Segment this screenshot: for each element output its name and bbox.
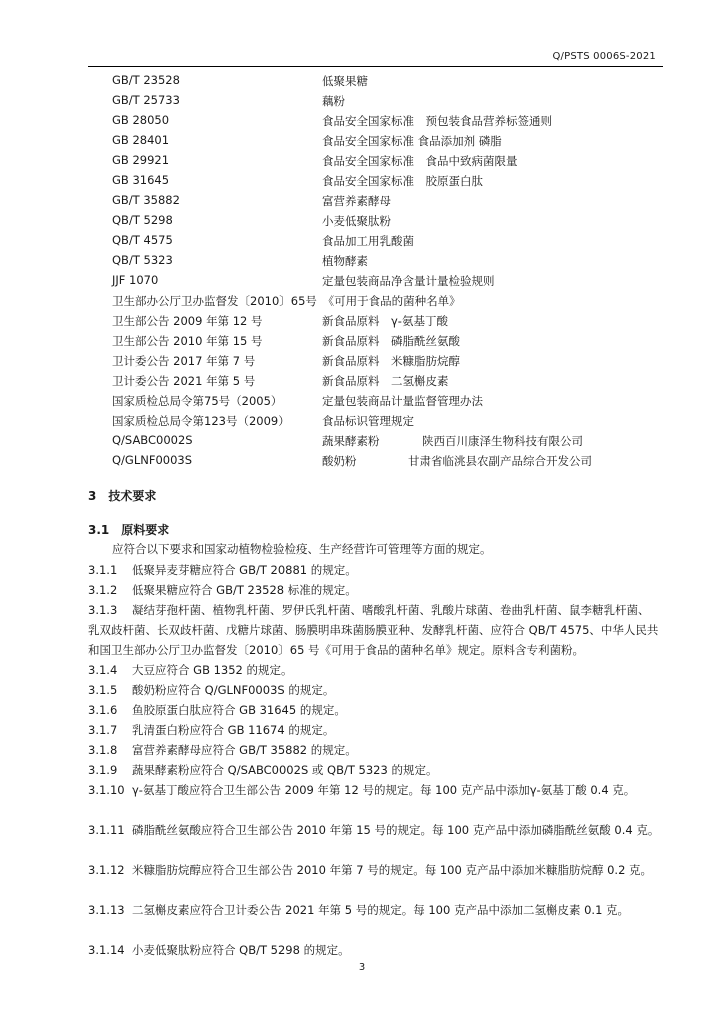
requirement-item: [88, 560, 660, 580]
ref-code: QB/T 5323: [112, 253, 173, 267]
ref-code: 卫计委公告 2021 年第 5 号: [112, 374, 256, 388]
requirement-item: [88, 600, 660, 660]
ref-desc: 食品安全国家标准 食品中致病菌限量: [322, 154, 518, 168]
item-text: 低聚异麦芽糖应符合 GB/T 20881 的规定。: [132, 563, 357, 577]
ref-wide-entry: 卫生部办公厅卫办监督发〔2010〕65号 《可用于食品的菌种名单》: [112, 294, 461, 308]
ref-desc: 食品加工用乳酸菌: [322, 234, 414, 248]
item-number: 3.1.12: [88, 863, 125, 877]
ref-desc: 藕粉: [322, 94, 345, 108]
item-text: 蔬果酵素粉应符合 Q/SABC0002S 或 QB/T 5323 的规定。: [132, 763, 438, 777]
item-text: 小麦低聚肽粉应符合 QB/T 5298 的规定。: [132, 943, 350, 957]
ref-desc: 酸奶粉: [322, 454, 357, 468]
ref-desc: 定量包装商品计量监督管理办法: [322, 394, 483, 408]
item-number: 3.1.5: [88, 683, 118, 697]
header-rule: [88, 66, 663, 67]
ref-desc: 蔬果酵素粉: [322, 434, 380, 448]
item-text: 磷脂酰丝氨酸应符合卫生部公告 2010 年第 15 号的规定。每 100 克产品中添加磷脂酰丝氨酸 0.4 克。: [132, 823, 660, 837]
requirement-item: [88, 720, 660, 740]
item-text: 米糠脂肪烷醇应符合卫生部公告 2010 年第 7 号的规定。每 100 克产品中添加米糠脂肪烷醇 0.2 克。: [132, 863, 653, 877]
item-number: 3.1.9: [88, 763, 118, 777]
requirement-item: [88, 660, 660, 680]
ref-code: 国家质检总局令第75号（2005）: [112, 394, 283, 408]
ref-code: GB 31645: [112, 173, 170, 187]
ref-code: Q/SABC0002S: [112, 433, 193, 447]
ref-desc: 食品安全国家标准 胶原蛋白肽: [322, 174, 483, 188]
ref-code: QB/T 4575: [112, 233, 173, 247]
ref-code: 卫生部公告 2009 年第 12 号: [112, 314, 263, 328]
item-text: 二氢槲皮素应符合卫计委公告 2021 年第 5 号的规定。每 100 克产品中添加二氢槲皮素 0.1 克。: [132, 903, 630, 917]
item-number: 3.1.11: [88, 823, 125, 837]
ref-code: GB 28401: [112, 133, 170, 147]
item-text: 酸奶粉应符合 Q/GLNF0003S 的规定。: [132, 683, 335, 697]
ref-code: JJF 1070: [112, 273, 159, 287]
ref-desc: 食品安全国家标准 预包装食品营养标签通则: [322, 114, 552, 128]
ref-desc: 小麦低聚肽粉: [322, 214, 391, 228]
ref-desc: 定量包装商品净含量计量检验规则: [322, 274, 495, 288]
item-number: 3.1.2: [88, 583, 118, 597]
ref-code: 卫生部公告 2010 年第 15 号: [112, 334, 263, 348]
ref-desc: 食品标识管理规定: [322, 414, 414, 428]
item-text: 低聚果糖应符合 GB/T 23528 标准的规定。: [132, 583, 357, 597]
ref-desc: 食品安全国家标准 食品添加剂 磷脂: [322, 134, 502, 148]
requirement-item: [88, 820, 660, 840]
item-number: 3.1.14: [88, 943, 125, 957]
requirement-item: [88, 760, 660, 780]
ref-desc: 植物酵素: [322, 254, 368, 268]
ref-code: 卫计委公告 2017 年第 7 号: [112, 354, 256, 368]
item-text: 乳清蛋白粉应符合 GB 11674 的规定。: [132, 723, 335, 737]
item-text: γ-氨基丁酸应符合卫生部公告 2009 年第 12 号的规定。每 100 克产品中添加γ-氨基丁酸 0.4 克。: [132, 783, 636, 797]
item-number: 3.1.8: [88, 743, 118, 757]
ref-desc: 新食品原料 磷脂酰丝氨酸: [322, 334, 460, 348]
requirement-item: [88, 900, 660, 920]
requirement-item: [88, 860, 660, 880]
ref-desc: 新食品原料 米糠脂肪烷醇: [322, 354, 460, 368]
ref-desc: 富营养素酵母: [322, 194, 391, 208]
ref-desc: 新食品原料 γ-氨基丁酸: [322, 314, 448, 328]
ref-code: GB 28050: [112, 113, 170, 127]
ref-org: 陕西百川康泽生物科技有限公司: [422, 434, 583, 448]
requirement-item: [88, 740, 660, 760]
item-number: 3.1.6: [88, 703, 118, 717]
ref-code: 国家质检总局令第123号（2009）: [112, 414, 290, 428]
ref-code: QB/T 5298: [112, 213, 173, 227]
page-number: 3: [358, 962, 366, 973]
item-number: 3.1.7: [88, 723, 118, 737]
ref-org: 甘肃省临洮县农副产品综合开发公司: [408, 454, 592, 468]
item-number: 3.1.4: [88, 663, 118, 677]
requirement-item: [88, 580, 660, 600]
requirement-item: [88, 780, 660, 800]
doc-code: Q/PSTS 0006S-2021: [552, 51, 656, 62]
section-3-1-intro: 应符合以下要求和国家动植物检验检疫、生产经营许可管理等方面的规定。: [112, 542, 492, 556]
item-number: 3.1.13: [88, 903, 125, 917]
requirement-item: [88, 940, 408, 960]
ref-code: GB/T 35882: [112, 193, 180, 207]
requirement-item: [88, 700, 660, 720]
ref-code: GB/T 23528: [112, 73, 180, 87]
ref-code: GB/T 25733: [112, 93, 180, 107]
ref-desc: 低聚果糖: [322, 74, 368, 88]
section-3-heading: 3 技术要求: [88, 489, 157, 503]
item-text: 鱼胶原蛋白肽应符合 GB 31645 的规定。: [132, 703, 346, 717]
item-number: 3.1.3: [88, 603, 118, 617]
ref-desc: 新食品原料 二氢槲皮素: [322, 374, 449, 388]
item-text: 富营养素酵母应符合 GB/T 35882 的规定。: [132, 743, 357, 757]
item-number: 3.1.10: [88, 783, 125, 797]
ref-code: GB 29921: [112, 153, 170, 167]
item-text: 凝结芽孢杆菌、植物乳杆菌、罗伊氏乳杆菌、嗜酸乳杆菌、乳酸片球菌、卷曲乳杆菌、鼠李糖乳杆菌、乳双歧杆菌、长双歧杆菌、戊糖片球菌、肠膜明串珠菌肠膜亚种、发酵乳杆菌、应符合 QB/T 4575、中华人民共和国卫生部办公厅卫办监督发〔2010〕65 号《可用于食品的菌种名单》规定。原料含专利菌粉。: [88, 603, 659, 657]
requirement-item: [88, 680, 660, 700]
item-number: 3.1.1: [88, 563, 118, 577]
ref-code: Q/GLNF0003S: [112, 453, 193, 467]
section-3-1-heading: 3.1 原料要求: [88, 523, 170, 537]
item-text: 大豆应符合 GB 1352 的规定。: [132, 663, 293, 677]
